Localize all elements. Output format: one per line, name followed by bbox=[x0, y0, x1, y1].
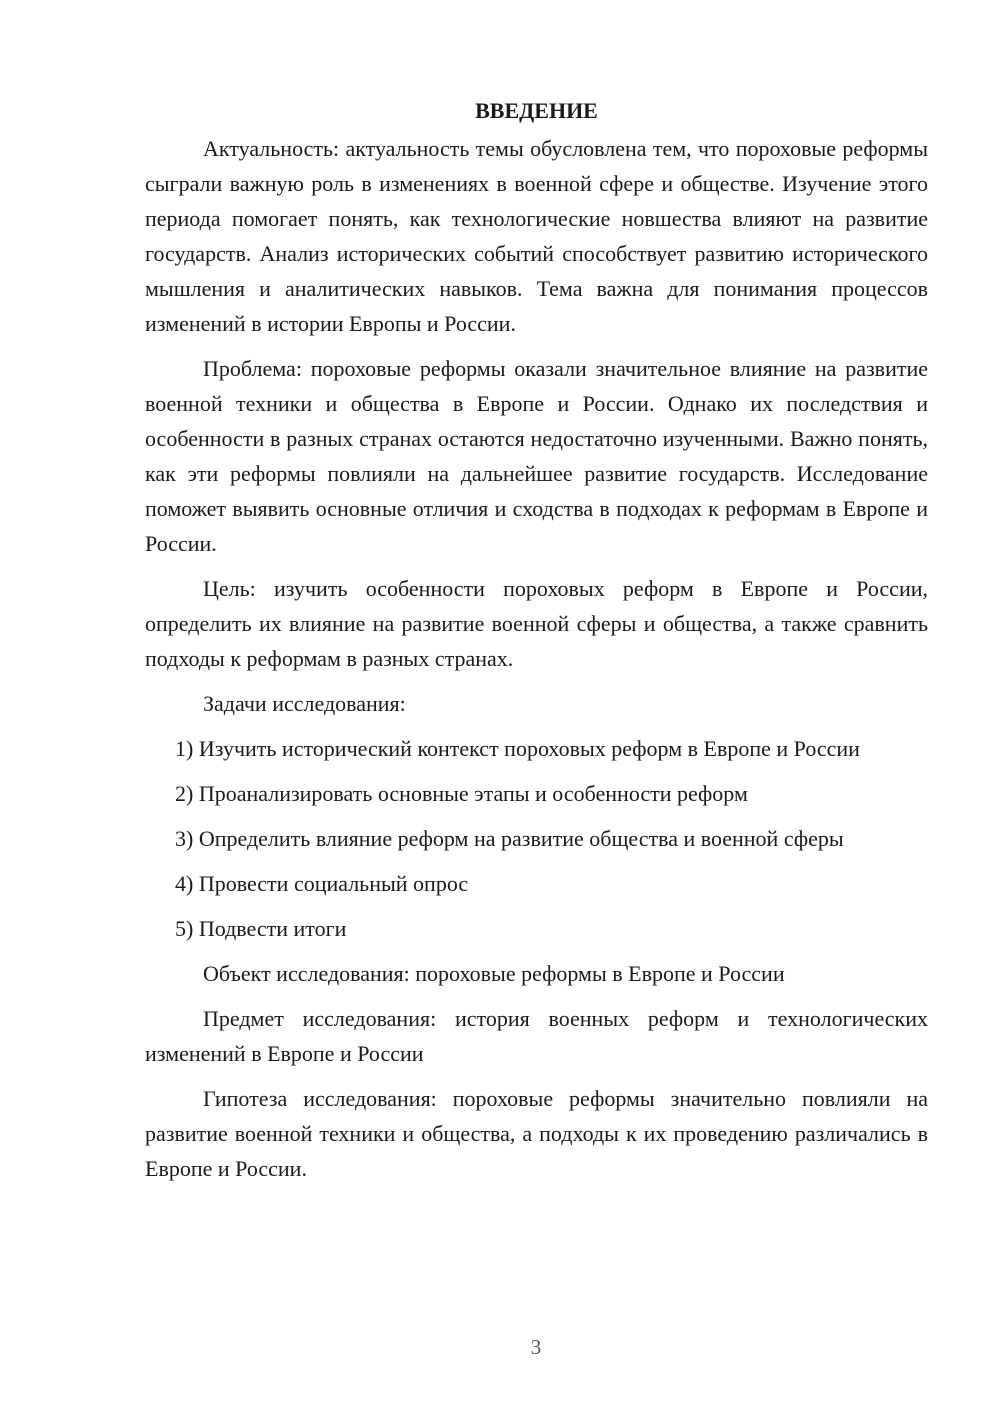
subject-paragraph: Предмет исследования: история военных реформ и технологических изменений в Европе и России bbox=[145, 1006, 928, 1066]
task-item-1: 1) Изучить исторический контекст пороховых реформ в Европе и России bbox=[175, 736, 860, 761]
task-item-2: 2) Проанализировать основные этапы и особенности реформ bbox=[175, 781, 748, 806]
tasks-title: Задачи исследования: bbox=[203, 691, 406, 716]
task-item-5: 5) Подвести итоги bbox=[175, 916, 347, 941]
problem-paragraph: Проблема: пороховые реформы оказали значительное влияние на развитие военной техники и общества в Европе и России. Однако их последствия и особенности в разных странах остаются недостаточно изученными. Важно понять, как эти реформы повлияли на дальнейшее развитие государств. Исследование поможет выявить основные отличия и сходства в подходах к реформам в Европе и России. bbox=[145, 356, 928, 556]
object-paragraph: Объект исследования: пороховые реформы в Европе и России bbox=[203, 961, 785, 986]
tasks-list bbox=[145, 731, 928, 946]
relevance-paragraph: Актуальность: актуальность темы обусловлена тем, что пороховые реформы сыграли важную роль в изменениях в военной сфере и обществе. Изучение этого периода помогает понять, как технологические новшества влияют на развитие государств. Анализ исторических событий способствует развитию исторического мышления и аналитических навыков. Тема важна для понимания процессов изменений в истории Европы и России. bbox=[145, 136, 928, 336]
goal-paragraph: Цель: изучить особенности пороховых реформ в Европе и России, определить их влияние на развитие военной сферы и общества, а также сравнить подходы к реформам в разных странах. bbox=[145, 576, 928, 671]
task-item-4: 4) Провести социальный опрос bbox=[175, 871, 469, 896]
page-content bbox=[145, 93, 928, 1196]
page-number: 3 bbox=[530, 1335, 542, 1359]
section-heading: ВВЕДЕНИЕ bbox=[475, 98, 598, 123]
task-item-3: 3) Определить влияние реформ на развитие общества и военной сферы bbox=[175, 826, 844, 851]
hypothesis-paragraph: Гипотеза исследования: пороховые реформы значительно повлияли на развитие военной техники и общества, а подходы к их проведению различались в Европе и России. bbox=[145, 1086, 928, 1181]
